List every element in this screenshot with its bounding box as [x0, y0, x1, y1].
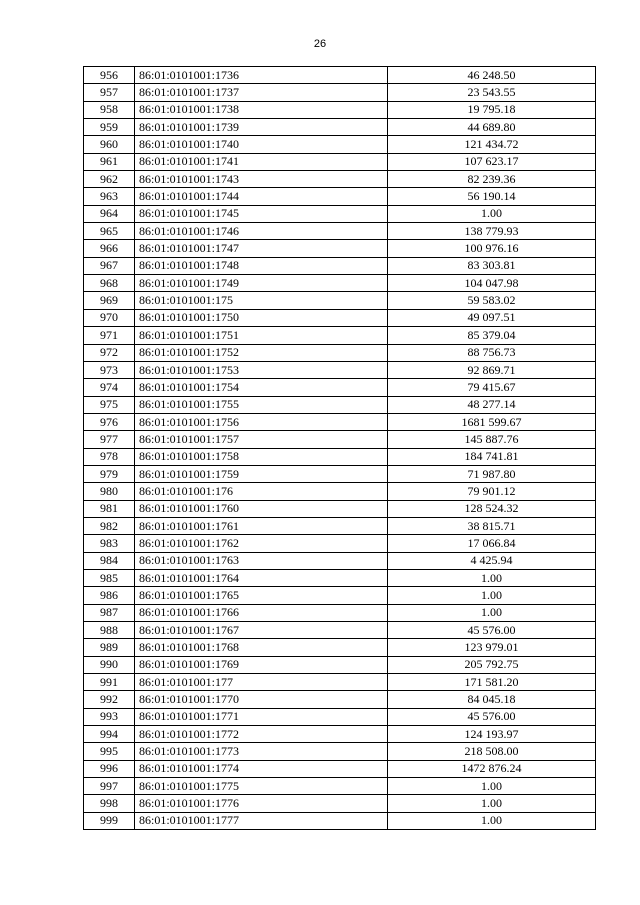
cadastral-value: 88 756.73: [388, 344, 596, 361]
table-row: [84, 188, 596, 205]
cadastral-number: 86:01:0101001:1744: [135, 188, 388, 205]
cadastral-number: 86:01:0101001:176: [135, 483, 388, 500]
table-row: [84, 639, 596, 656]
table-row: [84, 101, 596, 118]
table-row: [84, 483, 596, 500]
cadastral-number: 86:01:0101001:1756: [135, 413, 388, 430]
cadastral-number: 86:01:0101001:177: [135, 674, 388, 691]
row-number: 974: [84, 379, 135, 396]
page-number: 26: [313, 38, 327, 50]
cadastral-value: 184 741.81: [388, 448, 596, 465]
row-number: 972: [84, 344, 135, 361]
table-row: [84, 708, 596, 725]
table-row: [84, 726, 596, 743]
cadastral-value: 48 277.14: [388, 396, 596, 413]
cadastral-value: 171 581.20: [388, 674, 596, 691]
cadastral-value: 84 045.18: [388, 691, 596, 708]
row-number: 985: [84, 569, 135, 586]
cadastral-value: 85 379.04: [388, 327, 596, 344]
cadastral-value: 123 979.01: [388, 639, 596, 656]
table-row: [84, 448, 596, 465]
cadastral-number: 86:01:0101001:1767: [135, 622, 388, 639]
cadastral-number: 86:01:0101001:1754: [135, 379, 388, 396]
cadastral-value: 205 792.75: [388, 656, 596, 673]
row-number: 998: [84, 795, 135, 812]
cadastral-number: 86:01:0101001:1758: [135, 448, 388, 465]
cadastral-value: 124 193.97: [388, 726, 596, 743]
cadastral-value: 1.00: [388, 205, 596, 222]
cadastral-value: 100 976.16: [388, 240, 596, 257]
table-row: [84, 327, 596, 344]
row-number: 982: [84, 517, 135, 534]
table-row: [84, 604, 596, 621]
table-row: [84, 552, 596, 569]
table-row: [84, 240, 596, 257]
table-row: [84, 257, 596, 274]
cadastral-value: 107 623.17: [388, 153, 596, 170]
table-row: [84, 622, 596, 639]
cadastral-value: 104 047.98: [388, 275, 596, 292]
cadastral-value: 1.00: [388, 812, 596, 829]
cadastral-value: 46 248.50: [388, 67, 596, 84]
cadastral-value: 1.00: [388, 795, 596, 812]
table-row: [84, 743, 596, 760]
cadastral-number: 86:01:0101001:1757: [135, 431, 388, 448]
cadastral-number: 86:01:0101001:1771: [135, 708, 388, 725]
cadastral-number: 86:01:0101001:1768: [135, 639, 388, 656]
table-row: [84, 812, 596, 829]
cadastral-value: 218 508.00: [388, 743, 596, 760]
table-row: [84, 517, 596, 534]
cadastral-number: 86:01:0101001:1740: [135, 136, 388, 153]
cadastral-value: 45 576.00: [388, 622, 596, 639]
row-number: 957: [84, 84, 135, 101]
cadastral-value: 82 239.36: [388, 171, 596, 188]
cadastral-number: 86:01:0101001:1746: [135, 223, 388, 240]
cadastral-value: 83 303.81: [388, 257, 596, 274]
table-row: [84, 119, 596, 136]
cadastral-value: 1.00: [388, 587, 596, 604]
row-number: 984: [84, 552, 135, 569]
cadastral-value: 71 987.80: [388, 465, 596, 482]
row-number: 960: [84, 136, 135, 153]
row-number: 991: [84, 674, 135, 691]
table-row: [84, 292, 596, 309]
cadastral-number: 86:01:0101001:1775: [135, 778, 388, 795]
table-row: [84, 84, 596, 101]
cadastral-number: 86:01:0101001:1777: [135, 812, 388, 829]
table-row: [84, 379, 596, 396]
cadastral-number: 86:01:0101001:1759: [135, 465, 388, 482]
table-row: [84, 674, 596, 691]
cadastral-number: 86:01:0101001:1745: [135, 205, 388, 222]
cadastral-value: 17 066.84: [388, 535, 596, 552]
table-row: [84, 760, 596, 777]
cadastral-value: 23 543.55: [388, 84, 596, 101]
table-row: [84, 153, 596, 170]
cadastral-number: 86:01:0101001:1776: [135, 795, 388, 812]
row-number: 989: [84, 639, 135, 656]
row-number: 962: [84, 171, 135, 188]
row-number: 958: [84, 101, 135, 118]
cadastral-value: 4 425.94: [388, 552, 596, 569]
row-number: 963: [84, 188, 135, 205]
row-number: 966: [84, 240, 135, 257]
row-number: 994: [84, 726, 135, 743]
table-row: [84, 275, 596, 292]
row-number: 988: [84, 622, 135, 639]
table-row: [84, 344, 596, 361]
row-number: 967: [84, 257, 135, 274]
row-number: 968: [84, 275, 135, 292]
cadastral-value: 79 415.67: [388, 379, 596, 396]
cadastral-number: 86:01:0101001:1750: [135, 309, 388, 326]
row-number: 983: [84, 535, 135, 552]
row-number: 959: [84, 119, 135, 136]
row-number: 961: [84, 153, 135, 170]
cadastral-number: 86:01:0101001:1766: [135, 604, 388, 621]
table-row: [84, 691, 596, 708]
row-number: 987: [84, 604, 135, 621]
cadastral-number: 86:01:0101001:1763: [135, 552, 388, 569]
row-number: 979: [84, 465, 135, 482]
cadastral-value: 19 795.18: [388, 101, 596, 118]
cadastral-value: 59 583.02: [388, 292, 596, 309]
table-row: [84, 656, 596, 673]
row-number: 970: [84, 309, 135, 326]
row-number: 997: [84, 778, 135, 795]
cadastral-number: 86:01:0101001:1772: [135, 726, 388, 743]
row-number: 993: [84, 708, 135, 725]
table-row: [84, 223, 596, 240]
cadastral-number: 86:01:0101001:1741: [135, 153, 388, 170]
cadastral-value: 38 815.71: [388, 517, 596, 534]
cadastral-number: 86:01:0101001:1737: [135, 84, 388, 101]
cadastral-number: 86:01:0101001:1753: [135, 361, 388, 378]
cadastral-number: 86:01:0101001:1743: [135, 171, 388, 188]
cadastral-number: 86:01:0101001:175: [135, 292, 388, 309]
cadastral-value: 1681 599.67: [388, 413, 596, 430]
cadastral-number: 86:01:0101001:1747: [135, 240, 388, 257]
cadastral-value: 121 434.72: [388, 136, 596, 153]
row-number: 986: [84, 587, 135, 604]
cadastral-value: 1.00: [388, 778, 596, 795]
table-row: [84, 535, 596, 552]
row-number: 969: [84, 292, 135, 309]
cadastral-value-table: [83, 66, 596, 830]
cadastral-value: 92 869.71: [388, 361, 596, 378]
row-number: 965: [84, 223, 135, 240]
cadastral-number: 86:01:0101001:1770: [135, 691, 388, 708]
cadastral-number: 86:01:0101001:1749: [135, 275, 388, 292]
table-row: [84, 309, 596, 326]
table-row: [84, 67, 596, 84]
cadastral-value: 145 887.76: [388, 431, 596, 448]
row-number: 996: [84, 760, 135, 777]
cadastral-value: 1.00: [388, 569, 596, 586]
table-row: [84, 431, 596, 448]
cadastral-number: 86:01:0101001:1739: [135, 119, 388, 136]
cadastral-value: 128 524.32: [388, 500, 596, 517]
cadastral-value: 44 689.80: [388, 119, 596, 136]
cadastral-number: 86:01:0101001:1774: [135, 760, 388, 777]
row-number: 981: [84, 500, 135, 517]
row-number: 964: [84, 205, 135, 222]
table-row: [84, 396, 596, 413]
row-number: 977: [84, 431, 135, 448]
cadastral-number: 86:01:0101001:1751: [135, 327, 388, 344]
table-row: [84, 171, 596, 188]
cadastral-number: 86:01:0101001:1748: [135, 257, 388, 274]
row-number: 990: [84, 656, 135, 673]
cadastral-value: 45 576.00: [388, 708, 596, 725]
table-row: [84, 361, 596, 378]
row-number: 978: [84, 448, 135, 465]
cadastral-value: 1.00: [388, 604, 596, 621]
row-number: 980: [84, 483, 135, 500]
cadastral-number: 86:01:0101001:1769: [135, 656, 388, 673]
cadastral-number: 86:01:0101001:1736: [135, 67, 388, 84]
cadastral-number: 86:01:0101001:1762: [135, 535, 388, 552]
table-body: [84, 67, 596, 830]
table-row: [84, 465, 596, 482]
table-row: [84, 413, 596, 430]
cadastral-value: 79 901.12: [388, 483, 596, 500]
table-row: [84, 569, 596, 586]
cadastral-number: 86:01:0101001:1761: [135, 517, 388, 534]
table-row: [84, 587, 596, 604]
cadastral-number: 86:01:0101001:1760: [135, 500, 388, 517]
table-row: [84, 795, 596, 812]
row-number: 995: [84, 743, 135, 760]
row-number: 956: [84, 67, 135, 84]
cadastral-number: 86:01:0101001:1765: [135, 587, 388, 604]
cadastral-value: 138 779.93: [388, 223, 596, 240]
table-row: [84, 136, 596, 153]
cadastral-value: 56 190.14: [388, 188, 596, 205]
cadastral-number: 86:01:0101001:1752: [135, 344, 388, 361]
row-number: 973: [84, 361, 135, 378]
cadastral-number: 86:01:0101001:1738: [135, 101, 388, 118]
cadastral-value: 1472 876.24: [388, 760, 596, 777]
table-row: [84, 778, 596, 795]
row-number: 971: [84, 327, 135, 344]
row-number: 999: [84, 812, 135, 829]
row-number: 976: [84, 413, 135, 430]
cadastral-number: 86:01:0101001:1755: [135, 396, 388, 413]
table-row: [84, 500, 596, 517]
row-number: 975: [84, 396, 135, 413]
row-number: 992: [84, 691, 135, 708]
cadastral-number: 86:01:0101001:1764: [135, 569, 388, 586]
cadastral-value: 49 097.51: [388, 309, 596, 326]
table-row: [84, 205, 596, 222]
cadastral-number: 86:01:0101001:1773: [135, 743, 388, 760]
